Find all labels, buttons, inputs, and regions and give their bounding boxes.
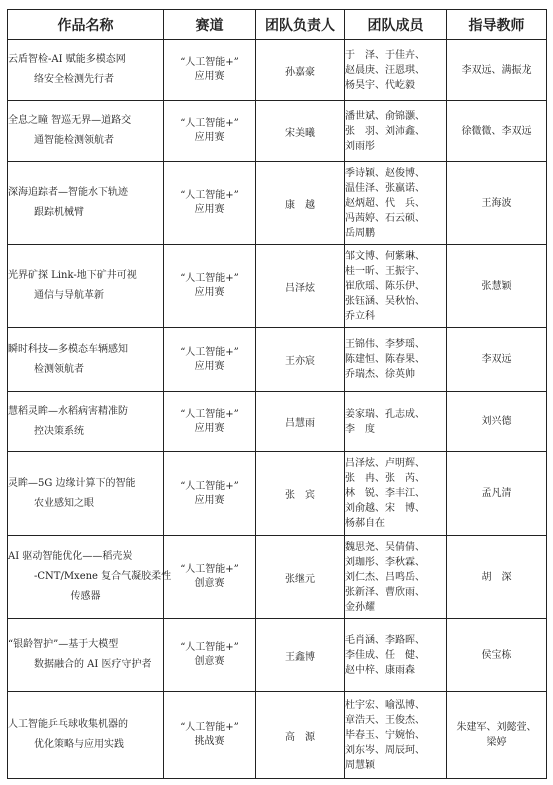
- table-row: [8, 392, 547, 452]
- member-line: 冯茜婷、石云硕、: [345, 212, 425, 224]
- advisor-line: 张慧颖: [481, 280, 512, 292]
- cell-team-leader: 高 源: [256, 692, 345, 779]
- track-line: “人工智能+”: [180, 480, 239, 492]
- cell-team-leader: 吕慧雨: [256, 392, 345, 452]
- project-name-line: 络安全检测先行者: [34, 74, 114, 85]
- cell-project-name: [8, 619, 164, 692]
- project-name-line: 传感器: [70, 591, 101, 602]
- track-line: 应用赛: [194, 422, 225, 434]
- advisor-line: 徐微微、李双远: [461, 125, 532, 137]
- advisor-line: 孟凡清: [481, 488, 512, 499]
- header-team-leader: 团队负责人: [256, 10, 345, 40]
- advisor-line: 李双远、满振龙: [461, 64, 532, 76]
- track-line: “人工智能+”: [180, 346, 239, 358]
- member-line: 吕泽炫、卢明辉、: [345, 458, 425, 469]
- cell-project-name: [8, 692, 164, 779]
- project-name-line: 人工智能乒乓球收集机器的: [8, 719, 128, 730]
- project-name-line: 数据融合的 AI 医疗守护者: [34, 659, 152, 670]
- member-line: 邹文博、何紫琳、: [345, 250, 425, 262]
- project-name-line: AI 驱动智能优化——稻壳炭: [8, 551, 133, 562]
- advisor-line: 朱建军、刘懿萱、: [456, 722, 537, 733]
- track-line: “人工智能+”: [180, 564, 239, 575]
- cell-project-name: [8, 162, 164, 245]
- member-line: 刘珈彤、李秋霖、: [345, 556, 425, 568]
- table-row: [8, 245, 547, 328]
- member-line: 姜家瑞、孔志成、: [345, 408, 425, 420]
- table-body: [8, 40, 547, 779]
- cell-team-leader: 张 宾: [256, 452, 345, 536]
- member-line: 王锦伟、李梦瑶、: [345, 339, 425, 350]
- member-line: 温佳泽、张嬴诺、: [345, 182, 425, 194]
- member-line: 于 泽、于佳卉、: [345, 49, 425, 61]
- project-name-line: 检测领航者: [34, 363, 84, 375]
- project-name-line: 通智能检测领航者: [34, 135, 114, 146]
- track-line: 应用赛: [194, 494, 225, 506]
- project-name-line: 云盾智检-AI 赋能多模态网: [8, 54, 126, 65]
- member-line: 周慧颖: [345, 759, 375, 771]
- cell-team-members: [345, 619, 447, 692]
- member-line: 张 冉、张 芮、: [345, 473, 425, 484]
- header-advisor: 指导教师: [447, 10, 547, 40]
- project-name-line: 控决策系统: [34, 425, 84, 437]
- table-row: [8, 40, 547, 101]
- table-row: [8, 619, 547, 692]
- project-name-line: 优化策略与应用实践: [34, 739, 124, 750]
- member-line: 陈建恒、陈春果、: [345, 354, 425, 365]
- cell-advisor: [447, 40, 547, 101]
- member-line: 赵晨庚、汪恩琪、: [345, 64, 425, 76]
- track-line: 应用赛: [194, 204, 225, 215]
- member-line: 刘雨彤: [345, 140, 375, 152]
- project-name-line: “银龄智护”—基于大模型: [8, 639, 119, 650]
- awards-table: [7, 9, 547, 779]
- project-name-line: 农业感知之眼: [34, 497, 94, 509]
- member-line: 季诗颖、赵俊博、: [345, 167, 425, 179]
- cell-advisor: [447, 328, 547, 392]
- track-line: “人工智能+”: [180, 273, 239, 284]
- member-line: 魏思尧、吴倩倩、: [345, 541, 425, 553]
- cell-advisor: [447, 536, 547, 619]
- member-line: 李 度: [345, 423, 375, 435]
- member-line: 李佳成、任 健、: [345, 649, 425, 661]
- table-row: [8, 536, 547, 619]
- cell-track: [164, 40, 256, 101]
- advisor-line: 胡 深: [481, 571, 512, 583]
- cell-team-leader: 王亦宸: [256, 328, 345, 392]
- member-line: 张新泽、曹欣雨、: [345, 586, 425, 598]
- track-line: 应用赛: [194, 71, 225, 82]
- cell-track: [164, 692, 256, 779]
- cell-track: [164, 162, 256, 245]
- cell-team-members: [345, 245, 447, 328]
- cell-advisor: [447, 392, 547, 452]
- cell-team-members: [345, 392, 447, 452]
- track-line: “人工智能+”: [180, 118, 239, 129]
- cell-project-name: [8, 101, 164, 162]
- cell-team-leader: 吕泽炫: [256, 245, 345, 328]
- cell-project-name: [8, 536, 172, 619]
- cell-team-leader: 张继元: [256, 536, 345, 619]
- member-line: 刘东岑、周辰珂、: [345, 744, 425, 756]
- cell-team-leader: 孙嘉豪: [256, 40, 345, 101]
- member-line: 毛肖涵、李路晖、: [345, 634, 425, 646]
- cell-team-members: [345, 452, 447, 536]
- cell-track: [164, 536, 256, 619]
- header-track: 赛道: [164, 10, 256, 40]
- member-line: 章浩天、王俊杰、: [345, 714, 425, 726]
- member-line: 杨昊宇、代屹毅: [345, 79, 415, 91]
- member-line: 林 锐、李丰江、: [345, 488, 425, 499]
- cell-advisor: [447, 452, 547, 536]
- track-line: “人工智能+”: [180, 190, 239, 201]
- member-line: 乔立科: [345, 310, 375, 322]
- track-line: 挑战赛: [194, 736, 225, 747]
- member-line: 崔欣瑶、陈乐伊、: [345, 280, 425, 292]
- member-line: 张 羽、刘沛鑫、: [345, 125, 425, 137]
- track-line: 创意赛: [194, 578, 225, 589]
- header-project-name: 作品名称: [8, 10, 164, 40]
- table-row: [8, 692, 547, 779]
- advisor-line: 刘兴德: [481, 416, 512, 427]
- member-line: 赵炳超、代 兵、: [345, 197, 425, 209]
- advisor-line: 王海波: [481, 197, 512, 209]
- table-row: [8, 328, 547, 392]
- cell-advisor: [447, 619, 547, 692]
- track-line: 创意赛: [194, 656, 225, 667]
- track-line: 应用赛: [194, 132, 225, 143]
- project-name-line: 全息之瞳 智巡无界—道路交: [8, 115, 132, 126]
- member-line: 桂一昕、王振宇、: [345, 265, 425, 277]
- project-name-line: 通信与导航革新: [34, 290, 104, 301]
- cell-advisor: [447, 162, 547, 245]
- cell-project-name: [8, 40, 164, 101]
- member-line: 岳周鹏: [345, 227, 375, 239]
- project-name-line: 慧稻灵眸—水稻病害精准防: [8, 405, 128, 417]
- cell-track: [164, 328, 256, 392]
- member-line: 刘俞越、宋 博、: [345, 503, 425, 514]
- project-name-line: -CNT/Mxene 复合气凝胶柔性: [34, 571, 172, 582]
- project-name-line: 跟踪机械臂: [34, 207, 84, 218]
- cell-track: [164, 392, 256, 452]
- cell-track: [164, 245, 256, 328]
- table-row: [8, 101, 547, 162]
- cell-team-members: [345, 40, 447, 101]
- cell-team-leader: 康 越: [256, 162, 345, 245]
- member-line: 杨郝自在: [345, 518, 385, 529]
- member-line: 张钰涵、吴秋怡、: [345, 295, 425, 307]
- cell-track: [164, 619, 256, 692]
- cell-team-members: [345, 692, 447, 779]
- project-name-line: 光界矿探 Link-地下矿井可视: [8, 270, 137, 281]
- cell-team-members: [345, 101, 447, 162]
- cell-project-name: [8, 452, 164, 536]
- cell-team-members: [345, 536, 447, 619]
- member-line: 杜宇宏、喻泓博、: [345, 699, 425, 711]
- cell-advisor: [447, 245, 547, 328]
- cell-project-name: [8, 328, 164, 392]
- header-team-members: 团队成员: [345, 10, 447, 40]
- cell-project-name: [8, 245, 164, 328]
- track-line: “人工智能+”: [180, 408, 239, 420]
- track-line: 应用赛: [194, 287, 225, 298]
- member-line: 毕春玉、宁婉怡、: [345, 729, 425, 741]
- advisor-line: 侯宝栋: [481, 649, 512, 661]
- cell-advisor: [447, 692, 547, 779]
- member-line: 乔瑞杰、徐英帅: [345, 369, 415, 380]
- cell-track: [164, 101, 256, 162]
- cell-team-leader: 王鑫博: [256, 619, 345, 692]
- member-line: 金孙耀: [345, 601, 375, 613]
- track-line: “人工智能+”: [180, 722, 239, 733]
- cell-team-members: [345, 162, 447, 245]
- track-line: “人工智能+”: [180, 57, 239, 68]
- track-line: “人工智能+”: [180, 642, 239, 653]
- advisor-line: 梁婷: [486, 737, 507, 748]
- track-line: 应用赛: [194, 360, 225, 372]
- table-row: [8, 452, 547, 536]
- cell-team-leader: 宋美曦: [256, 101, 345, 162]
- member-line: 潘世斌、俞锦灏、: [345, 110, 425, 122]
- project-name-line: 深海追踪者—智能水下轨迹: [8, 187, 128, 198]
- project-name-line: 灵眸—5G 边缘计算下的智能: [8, 477, 136, 489]
- table-row: [8, 162, 547, 245]
- cell-project-name: [8, 392, 164, 452]
- project-name-line: 瞬时科技—多模态车辆感知: [8, 343, 128, 355]
- cell-track: [164, 452, 256, 536]
- cell-team-members: [345, 328, 447, 392]
- table-header-row: [8, 10, 547, 40]
- cell-advisor: [447, 101, 547, 162]
- advisor-line: 李双远: [481, 354, 512, 365]
- member-line: 刘仁杰、吕鸣岳、: [345, 571, 425, 583]
- member-line: 赵中梓、康雨森: [345, 664, 415, 676]
